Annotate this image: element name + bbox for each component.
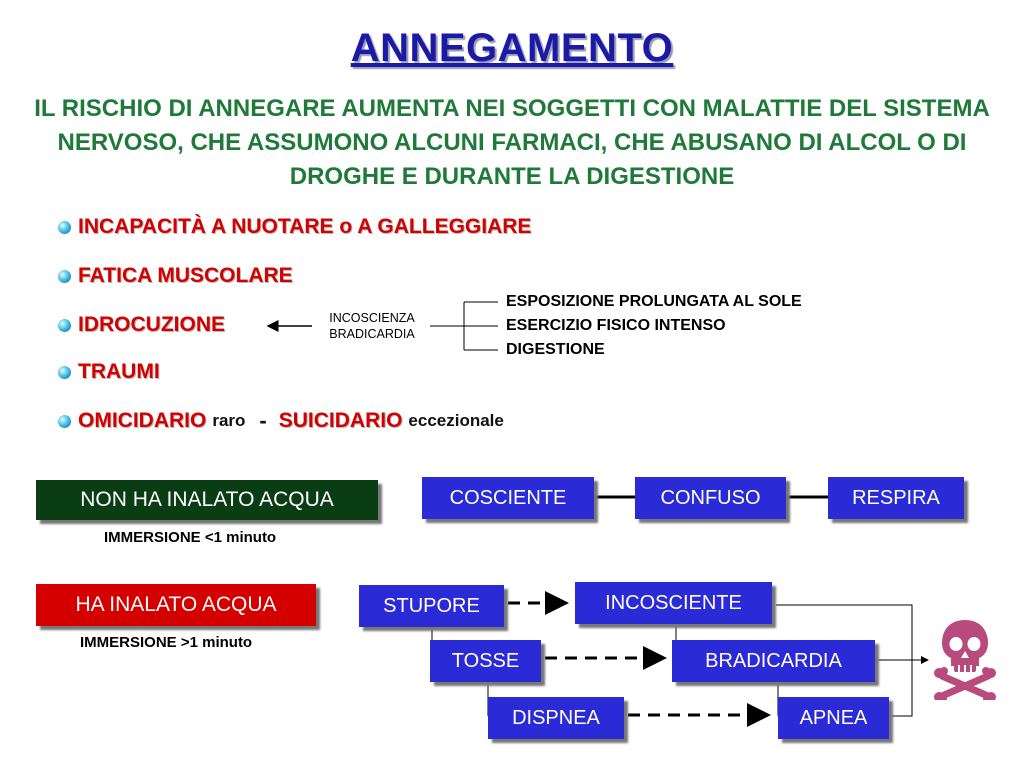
bullet-label: OMICIDARIO [78, 409, 207, 432]
bullet-item-1 [58, 212, 531, 242]
bullet-label: FATICA MUSCOLARE [78, 264, 293, 287]
bullet-item-3 [58, 310, 225, 340]
state-apnea-box: APNEA [778, 697, 889, 739]
idrocuzione-effects [318, 310, 426, 342]
state-cosciente-box: COSCIENTE [422, 477, 594, 519]
bullet-label: IDROCUZIONE [78, 313, 225, 336]
bullet-label: SUICIDARIO [278, 409, 403, 432]
idrocuzione-causes [506, 290, 906, 362]
cause-item: DIGESTIONE [506, 341, 605, 358]
wet-caption: IMMERSIONE >1 minuto [80, 634, 253, 651]
bullet-note: eccezionale [408, 411, 504, 430]
state-bradicardia-box: BRADICARDIA [672, 640, 875, 682]
bullet-item-4 [58, 357, 160, 387]
intro-text: IL RISCHIO DI ANNEGARE AUMENTA NEI SOGGETTI CON MALATTIE DEL SISTEMA NERVOSO, CHE ASSUMONO ALCUNI FARMACI, CHE ABUSANO DI ALCOL O DI DROGHE E DURANTE LA DIGESTIONE [34, 95, 990, 190]
cause-item: ESERCIZIO FISICO INTENSO [506, 317, 726, 334]
bullet-separator: - [259, 408, 267, 433]
dry-condition-box: NON HA INALATO ACQUA [36, 480, 378, 520]
effect-label: BRADICARDIA [329, 327, 415, 341]
dry-caption: IMMERSIONE <1 minuto [104, 529, 277, 546]
bullet-label: INCAPACITÀ A NUOTARE o A GALLEGGIARE [78, 215, 532, 238]
effect-label: INCOSCIENZA [329, 311, 415, 325]
wet-condition-box: HA INALATO ACQUA [36, 584, 316, 626]
page-title: ANNEGAMENTO [350, 26, 674, 70]
state-tosse-box: TOSSE [430, 640, 541, 682]
sphere-bullet-icon [58, 221, 71, 234]
bullet-item-5 [58, 406, 504, 436]
state-respira-box: RESPIRA [828, 477, 964, 519]
state-dispnea-box: DISPNEA [488, 697, 624, 739]
sphere-bullet-icon [58, 270, 71, 283]
sphere-bullet-icon [58, 319, 71, 332]
sphere-bullet-icon [58, 415, 71, 428]
outcome-line-bottom [890, 660, 912, 716]
cause-item: ESPOSIZIONE PROLUNGATA AL SOLE [506, 293, 802, 310]
bullet-item-2 [58, 261, 293, 291]
bullet-label: TRAUMI [78, 360, 160, 383]
sphere-bullet-icon [58, 366, 71, 379]
state-incosciente-box: INCOSCIENTE [575, 582, 772, 624]
bullet-note: raro [212, 411, 246, 430]
skull-crossbones-icon [934, 618, 996, 700]
state-stupore-box: STUPORE [359, 585, 504, 627]
state-confuso-box: CONFUSO [635, 477, 786, 519]
